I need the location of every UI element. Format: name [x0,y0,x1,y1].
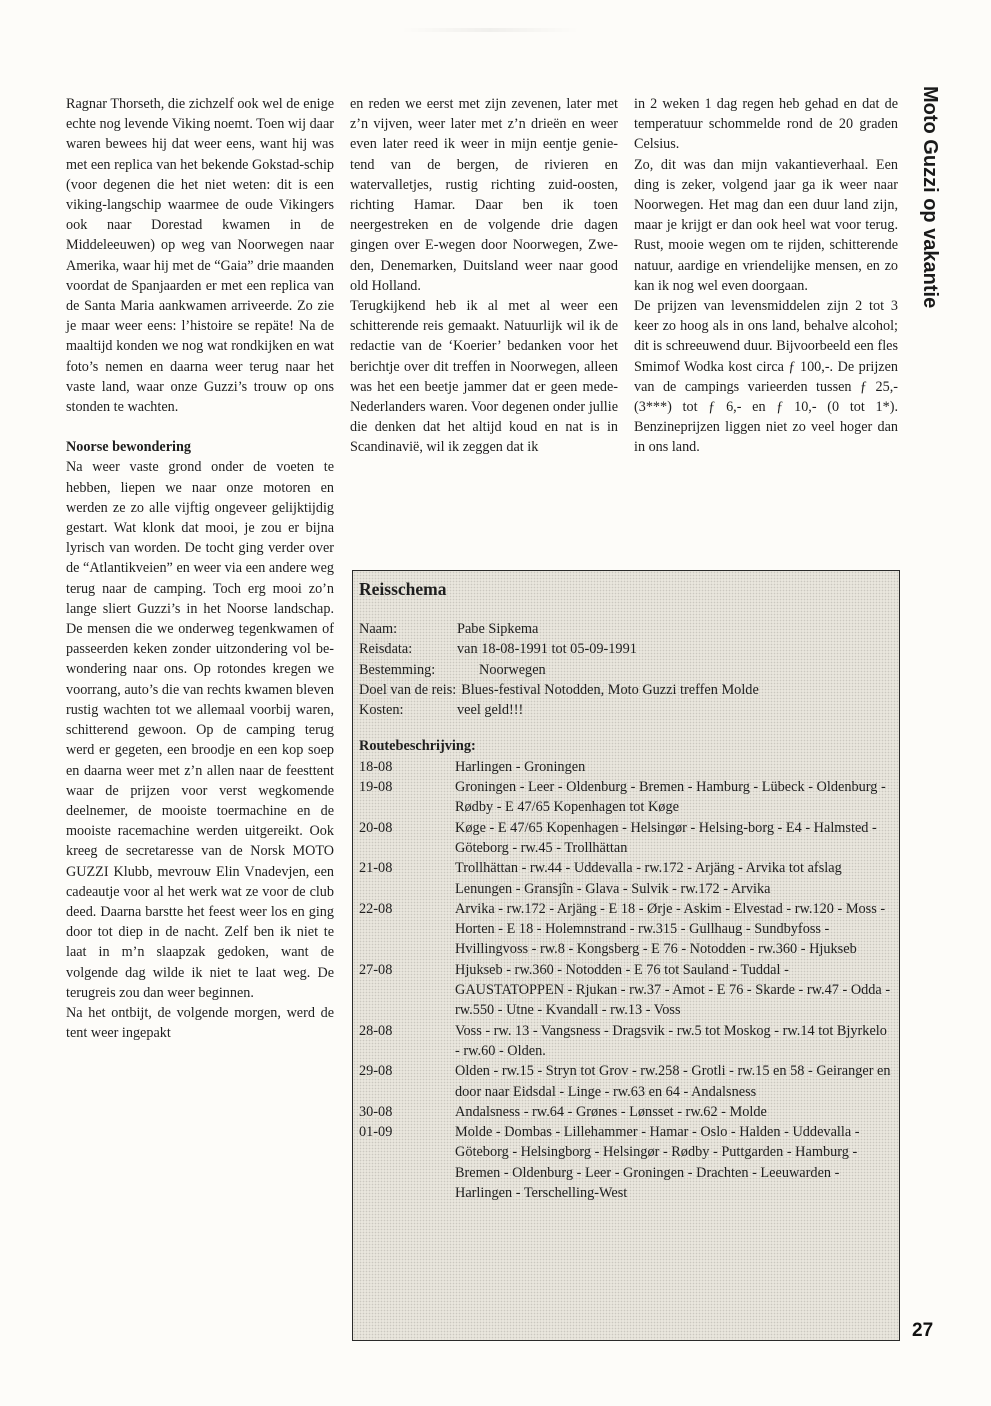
info-label: Reisdata: [359,641,413,658]
route-row [359,1122,893,1203]
route-text: Hjukseb - rw.360 - Notodden - E 76 tot Sauland - Tuddal - GAUSTATOPPEN - Rjukan - rw.37 - Amot - E 76 - Skarde - rw.47 - Odda - rw.550 - Utne - Kvandall - rw.13 - Voss [455,961,891,1019]
scan-smudge [400,28,580,32]
reisschema-title: Reisschema [359,579,447,599]
info-row [359,639,893,659]
info-row [359,700,893,720]
paragraph: Ragnar Thorseth, die zichzelf ook wel de enige echte nog levende Viking noemt. Toen wij daar waren bewees hij dat weer eens, want hij was met een replica van het bekende Gokstad-schip (voor degenen die het niet weten: dit is een viking-langschip waarmee de oude Vikingers ook naar Dorestad kwamen in de Middeleeuwen) op weg van Noorwegen naar Amerika, waar hij met de “Gaia” drie maanden voordat de Spanjaarden er met een replica van de Santa Maria aankwamen arriveerde. Zo zie je maar weer eens: l’histoire se repäte! Na de maaltijd konden we nog wat rondkijken en wat foto’s nemen en daarna weer terug naar het vaste land, waar onze Guzzi’s trouw op ons stonden te wachten. [66,96,334,416]
article-column-3 [634,94,898,458]
info-label: Naam: [359,621,398,637]
route-row [359,858,893,899]
route-date: 27-08 [359,961,393,978]
route-date: 29-08 [359,1063,393,1080]
paragraph: De prijzen van levensmiddelen zijn 2 tot 3 keer zo hoog als in ons land, behalve alcohol; dit is schreeuwend duur. Bijvoorbeeld een fles Smimof Wodka kost circa ƒ 100,-. De prijzen van de campings varieerden tussen ƒ 25,- (3***) tot ƒ 6,- en ƒ 10,- (0 tot 1*). Benzineprijzen liggen niet zo veel hoger dan in ons land. [634,298,898,456]
info-row [359,619,893,639]
subheading: Noorse bewondering [66,439,191,456]
paragraph: Terugkijkend heb ik al met al weer een schitterende reis gemaakt. Natuurlijk wil ik de redactie van de ‘Koerier’ bedanken voor het berichtje over dit treffen in Noorwegen, alleen was het een beetje jammer dat er geen mede-Nederlanders waren. Voor degenen onder jullie die denken dat het altijd koud en nat is in Scandinavië, wil ik zeggen dat ik [350,298,618,456]
page-number: 27 [912,1320,934,1341]
paragraph: en reden we eerst met zijn zevenen, later met z’n vijven, weer later met z’n drieën en weer even later reed ik weer in mijn eentje genietend van de bergen, de rivieren en watervalletjes, rustig richting zuid-oosten, richting Hamar. Daar ben ik toen neergestreken en de volgende drie dagen gingen over E-wegen door Noorwegen, Zweden, Denemarken, Duitsland weer naar good old Holland. [350,96,618,294]
article-column-1 [66,94,334,1043]
paragraph: Na het ontbijt, de volgende morgen, werd de tent weer ingepakt [66,1004,334,1042]
route-date: 30-08 [359,1103,393,1120]
route-text: Arvika - rw.172 - Arjäng - E 18 - Ørje - Askim - Elvestad - rw.120 - Moss - Horten - E 18 - Holemnstrand - rw.315 - Gullhaug - Sundbyfoss - Hvillingvoss - rw.8 - Kongsberg - E 76 - Notodden - rw.360 - Hjukseb [455,900,886,958]
route-row [359,899,893,960]
route-text: Andalsness - rw.64 - Grønes - Lønsset - rw.62 - Molde [455,1103,767,1120]
info-row [359,660,893,680]
route-date: 19-08 [359,779,393,796]
route-date: 22-08 [359,900,393,917]
info-value: Pabe Sipkema [457,621,539,637]
route-text: Køge - E 47/65 Kopenhagen - Helsingør - Helsing-borg - E4 - Halmsted - Göteborg - rw.45 - Trollhättan [455,819,877,856]
info-value: veel geld!!! [457,702,524,719]
route-row [359,777,893,818]
route-text: Voss - rw. 13 - Vangsness - Dragsvik - rw.5 tot Moskog - rw.14 tot Bjyrkelo - rw.60 - Olden. [455,1022,887,1059]
route-row [359,757,893,777]
section-title: Moto Guzzi op vakantie [919,86,941,309]
route-text: Molde - Dombas - Lillehammer - Hamar - Oslo - Halden - Uddevalla - Göteborg - Helsingborg - Helsingør - Rødby - Puttgarden - Hamburg - Bremen - Oldenburg - Leer - Groningen - Drachten - Leeuwarden - Harlingen - Terschelling-West [455,1124,860,1202]
route-row [359,960,893,1021]
paragraph: Zo, dit was dan mijn vakantieverhaal. Een ding is zeker, volgend jaar ga ik weer naar Noorwegen. Het mag dan een duur land zijn, maar je krijgt er dan ook heel wat voor terug. Rust, mooie wegen om te rijden, schitterende natuur, aardige en vriendelijke mensen, en zo kan ik nog wel even doorgaan. [634,156,898,294]
info-label: Kosten: [359,702,404,719]
route-date: 20-08 [359,819,393,836]
info-row [359,680,893,700]
route-heading: Routebeschrijving: [359,738,476,755]
route-row [359,1061,893,1102]
article-column-2 [350,94,618,458]
route-date: 18-08 [359,758,393,775]
info-label: Bestemming: [359,661,436,678]
info-label: Doel van de reis: [359,681,457,698]
reisschema-box [352,570,900,1341]
route-text: Olden - rw.15 - Stryn tot Grov - rw.258 - Grotli - rw.15 en 58 - Geiranger en door naar Eidsdal - Linge - rw.63 en 64 - Andalsness [455,1063,891,1100]
info-value: Blues-festival Notodden, Moto Guzzi treffen Molde [461,681,759,698]
info-value: van 18-08-1991 tot 05-09-1991 [457,641,637,658]
route-text: Harlingen - Groningen [455,758,586,775]
route-date: 21-08 [359,860,393,877]
route-date: 28-08 [359,1022,393,1039]
paragraph: Na weer vaste grond onder de voeten te hebben, liepen we naar onze motoren en werden ze zo alle vijftig ongeveer gelijktijdig gestart. Wat klonk dat mooi, je zou er bijna lyrisch van worden. De tocht ging verder over de “Atlantikveien” en weer via een andere weg terug naar de camping. Toch erg mooi zo’n lange sliert Guzzi’s in het Noorse landschap. De mensen die we onderweg tegenkwamen of passeerden keken zonder uitzondering vol bewondering naar ons. Op rotondes kregen we voorrang, auto’s die van rechts kwamen bleven rustig wachten tot we allemaal voorbij waren, schitterend gewoon. Op de camping terug werd er gegeten, een broodje en een kop soep en daarna weer met z’n allen naar de feesttent waar de prijzen voor verst wegkomende deelnemer, de mooiste toermachine en de mooiste racemachine werden uitgereikt. Ook kreeg de secretaresse van de Norsk MOTO GUZZI Klubb, mevrouw Elin Vnadevjen, een cadeautje voor al het werk wat ze voor de club deed. Daarna barstte het feest weer los en ging door tot diep in de nacht. Zelf ben ik niet te laat in m’n slaapzak gedoken, want de volgende dag wilde ik niet te laat weg. De terugreis zou dan weer beginnen. [66,459,334,1001]
route-date: 01-09 [359,1124,393,1141]
route-text: Trollhättan - rw.44 - Uddevalla - rw.172 - Arjäng - Arvika tot afslag Lenungen - Gransjîn - Glava - Sulvik - rw.172 - Arvika [455,860,842,897]
route-text: Groningen - Leer - Oldenburg - Bremen - Hamburg - Lübeck - Oldenburg - Rødby - E 47/65 Kopenhagen tot Køge [455,779,886,816]
info-value: Noorwegen [479,661,546,678]
route-row [359,1102,893,1122]
route-row [359,818,893,859]
route-row [359,1021,893,1062]
paragraph: in 2 weken 1 dag regen heb gehad en dat de temperatuur schommelde rond de 20 graden Celsius. [634,96,898,153]
